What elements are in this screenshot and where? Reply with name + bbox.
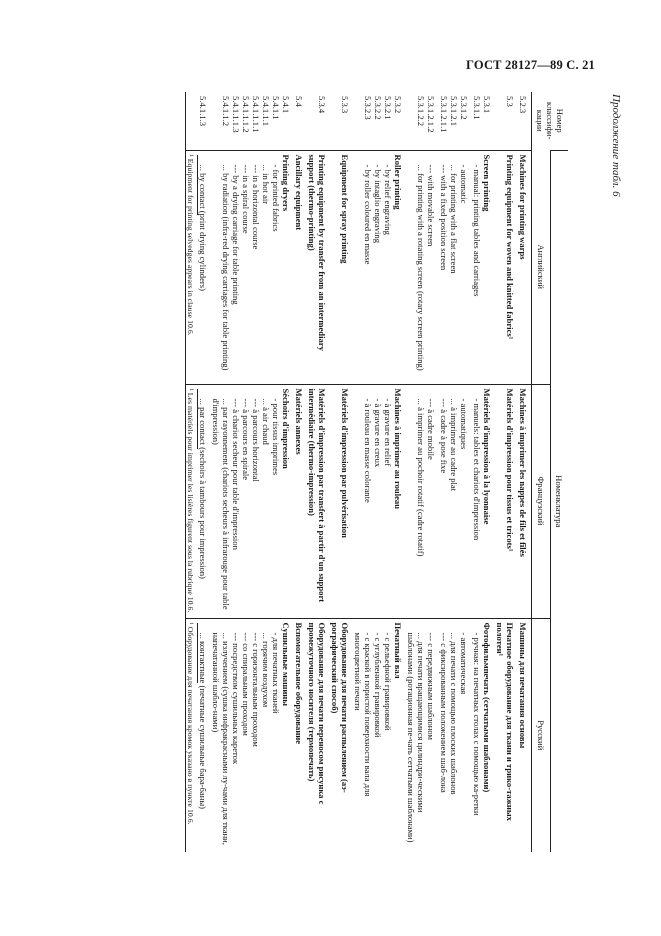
term-english [211, 150, 294, 384]
term-line: ... in hot air [261, 164, 271, 205]
term-line: Machines à imprimer au rouleau [393, 388, 403, 509]
header-code: Номер классифи-кации [532, 92, 569, 150]
term-french [294, 384, 307, 618]
term-line: --- in a spiral course [241, 164, 251, 234]
term-line: ... контактные (печатные сушильные бара-баны) [198, 632, 208, 809]
term-french [307, 384, 330, 618]
table-row [353, 92, 406, 852]
term-line: --- с фиксированным положением шаб-лона [439, 632, 449, 793]
term-line: Matériels annexes [294, 388, 304, 455]
term-line: - by roller coloured en masse [363, 164, 373, 265]
term-line: --- со спиральным проходом [241, 632, 251, 736]
term-english [307, 150, 330, 384]
term-line: 5.3.2.1 [383, 96, 393, 120]
term-line: 5.4.1.1 [271, 96, 281, 120]
term-russian [439, 618, 472, 852]
term-french [406, 384, 439, 618]
term-line: Машины для печатания основы [518, 622, 528, 749]
term-line: - с рельефной гравировкой [383, 632, 393, 731]
table-row [198, 92, 211, 852]
table-row [518, 92, 532, 852]
term-line: --- à chariot secheur pour table d'impression [231, 398, 241, 550]
term-line: Ancillary equipment [294, 154, 304, 231]
classification-code [439, 92, 472, 150]
term-line: 5.4.1.1.1 [261, 96, 271, 127]
term-line: Matériels d'impression par transfert à partir d'un support intermédiaire (thermo-impression) [307, 388, 327, 603]
term-line: 5.3.2.3 [363, 96, 373, 120]
term-line: Printing dryers [281, 154, 291, 212]
term-russian [330, 618, 353, 852]
term-english [518, 150, 532, 384]
term-line: - à gravure en creux [373, 398, 383, 468]
term-english [198, 150, 211, 384]
term-line: ... горячим воздухом [261, 632, 271, 708]
term-line: Printing equipment for woven and knitted fabrics¹ [505, 154, 515, 340]
classification-code [472, 92, 495, 150]
table-row [307, 92, 330, 852]
term-line: Screen printing [482, 154, 492, 212]
table-row [472, 92, 495, 852]
term-line: Roller printing [393, 154, 403, 210]
term-line: 5.3.3 [340, 96, 350, 114]
footnote-row [186, 92, 199, 852]
term-english [353, 150, 406, 384]
footnote-text: ¹ Оборудование для печатания кромок указано в пункте 10.6. [186, 622, 195, 825]
term-line: Печатное оборудование для ткани и трико-тажных полотен¹ [495, 622, 515, 821]
classification-code [406, 92, 439, 150]
classification-code [307, 92, 330, 150]
term-french [439, 384, 472, 618]
term-line: ... by radiation (infra-red drying carriages for table printing) [221, 164, 231, 371]
term-line: ... для печати вращающимися цилиндри-ческими шаблонами (ротационная пе-чать сетчатыми шаблонами) [406, 632, 426, 843]
term-line: - manuels: tables et chariots d'impression [472, 398, 482, 541]
term-line: ... à air chaud [261, 398, 271, 445]
term-russian [307, 618, 330, 852]
term-line: Machines for printing warps [518, 154, 528, 260]
term-line: Оборудование для печати переносом рисунка с промежуточного носителя (термопечать) [307, 622, 327, 805]
term-line: Machines à imprimer les nappes de fils et fîlés [518, 388, 528, 557]
term-line: --- с передвижным шаблоном [426, 632, 436, 740]
classification-code [211, 92, 294, 150]
term-line: ... by contact (print drying cylinders) [198, 164, 208, 291]
term-line: - à rouleau en masse colorante [363, 398, 373, 503]
term-russian [472, 618, 495, 852]
term-line: - pour tissus imprimes [271, 398, 281, 476]
term-line: 5.4.1.1.1.2 [241, 96, 251, 133]
term-russian [518, 618, 532, 852]
term-line: - с краской в пористой поверхности вала для многоцветной печати [353, 632, 373, 797]
term-line: - для печатных тканей [271, 632, 281, 714]
term-french [472, 384, 495, 618]
classification-code [330, 92, 353, 150]
footnote-en [186, 150, 199, 384]
term-line: --- in a horizontal course [251, 164, 261, 250]
term-line: 5.4.1 [281, 96, 291, 114]
term-line: Вспомогательное оборудование [294, 622, 304, 745]
term-line: 5.3 [505, 96, 515, 107]
nomenclature-table [185, 92, 568, 852]
term-line: --- с горизонтальным проходом [251, 632, 261, 747]
term-line: 5.3.1.2.1 [449, 96, 459, 127]
term-line: ... for printing with a rotating screen (rotary screen printing) [416, 164, 426, 371]
footnote-ru [186, 618, 199, 852]
term-french [518, 384, 532, 618]
term-english [472, 150, 495, 384]
table-body [186, 92, 532, 852]
term-line: --- à cadre à pose fixe [439, 398, 449, 474]
term-line: 5.3.2.2 [373, 96, 383, 120]
term-line: 5.3.1.2.1.1 [439, 96, 449, 133]
table-row [330, 92, 353, 852]
term-line: --- à parcours en spirale [241, 398, 251, 481]
table-row [495, 92, 518, 852]
term-line: - автоматическая [459, 632, 469, 695]
term-line: Печатный вал [393, 622, 403, 679]
term-line: - à gravure en relief [383, 398, 393, 467]
term-line: 5.4 [294, 96, 304, 107]
term-line: Matériels d'impression pour tissus et tricots¹ [505, 388, 515, 552]
term-line: - manual: printing tables and carriages [472, 164, 482, 297]
classification-code [495, 92, 518, 150]
term-russian [495, 618, 518, 852]
term-line: 5.4.1.1.2 [221, 96, 231, 127]
term-line: 5.3.1.1 [472, 96, 482, 120]
term-line: - for printed fabrics [271, 164, 281, 232]
term-line: 5.2.3 [518, 96, 528, 114]
table-continuation-label: Продолжение табл. 6 [610, 94, 622, 197]
footnote-text: ¹ Equipment for printing selvedges appears in clause 10.6. [186, 154, 195, 336]
term-line: --- à cadre mobile [426, 398, 436, 460]
term-russian [353, 618, 406, 852]
term-russian [198, 618, 211, 852]
term-line: Séchoirs d'impression [281, 388, 291, 469]
term-french [495, 384, 518, 618]
term-line: --- посредством сушильных кареток [231, 632, 241, 765]
page-header: ГОСТ 28127—89 С. 21 [466, 58, 595, 72]
term-line: ... for printing with a flat screen [449, 164, 459, 274]
term-line: Фотофильмпечать (сетчатыми шаблонами) [482, 622, 492, 793]
term-line: Сушильные машины [281, 622, 291, 706]
term-line: --- à parcours horizontal [251, 398, 261, 482]
term-line: Matériels d'impression par pulvérisation [340, 388, 350, 538]
term-line: - с углубленной гравировкой [373, 632, 383, 738]
term-line: ... par rayonnement (chariots secheurs à infrarouge pour table d'impression) [211, 398, 231, 610]
term-line: Printing equipment by transfer from an intermediary support (thermo-printing) [307, 154, 327, 351]
term-line: Оборудование для печати распылением (аэ-рографический способ) [330, 622, 350, 793]
table-row [406, 92, 439, 852]
term-english [495, 150, 518, 384]
term-line: 5.3.1 [482, 96, 492, 114]
term-french [211, 384, 294, 618]
rotated-table-container [88, 92, 568, 852]
term-line: ... à imprimer au cadre plat [449, 398, 459, 492]
term-line: ... излучением (сушка инфракрасными лу-чами для ткани, напечатанной шабло-нами) [211, 632, 231, 845]
term-line: --- by a drying carriage for table printing [231, 164, 241, 305]
term-line: --- with movable screen [426, 164, 436, 247]
table-row [294, 92, 307, 852]
term-english [406, 150, 439, 384]
term-english [330, 150, 353, 384]
term-line: ... à imprimer au pochoir rotatif (cadre rotatif) [416, 398, 426, 557]
term-line: ... par contact (sechoirs à tambours pour impression) [198, 398, 208, 579]
term-line: Matériels d'impression à la lyonnaise [482, 388, 492, 525]
term-line: Equipment for spray printing [340, 154, 350, 264]
term-line: - automatic [459, 164, 469, 204]
term-line: 5.4.1.1.1.1 [251, 96, 261, 133]
term-russian [211, 618, 294, 852]
footnote-code-cell [186, 92, 199, 150]
term-line: 5.3.4 [317, 96, 327, 114]
header-nomenclature: Номенклатура [550, 150, 568, 852]
term-russian [294, 618, 307, 852]
term-line: - by intaglio engraving [373, 164, 383, 244]
term-line: - ручная: на печатных столах с помощью ка-ретки [472, 632, 482, 816]
table-row [439, 92, 472, 852]
term-english [294, 150, 307, 384]
term-line: ... для печати с помощью плоских шаблонов [449, 632, 459, 795]
term-line: - by relief engraving [383, 164, 393, 235]
header-french: Французский [532, 384, 551, 618]
term-line: 5.3.2 [393, 96, 403, 114]
classification-code [294, 92, 307, 150]
classification-code [518, 92, 532, 150]
footnote-fr [186, 384, 199, 618]
term-french [353, 384, 406, 618]
term-russian [406, 618, 439, 852]
table-row [211, 92, 294, 852]
term-line: --- with a fixed position screen [439, 164, 449, 271]
term-line: 5.3.1.2 [459, 96, 469, 120]
header-english: Английский [532, 150, 551, 384]
term-line: - automatiques [459, 398, 469, 450]
classification-code [198, 92, 211, 150]
classification-code [353, 92, 406, 150]
footnote-text: ¹ Les matériels pour imprimer les lisières figurent sous la rubrique 10.6. [186, 388, 195, 613]
term-french [198, 384, 211, 618]
term-english [439, 150, 472, 384]
term-line: 5.3.1.2.1.2 [426, 96, 436, 133]
term-line: 5.3.1.2.2 [416, 96, 426, 127]
term-line: 5.4.1.1.3 [198, 96, 208, 127]
term-french [330, 384, 353, 618]
header-russian: Русский [532, 618, 551, 852]
term-line: 5.4.1.1.1.3 [231, 96, 241, 133]
